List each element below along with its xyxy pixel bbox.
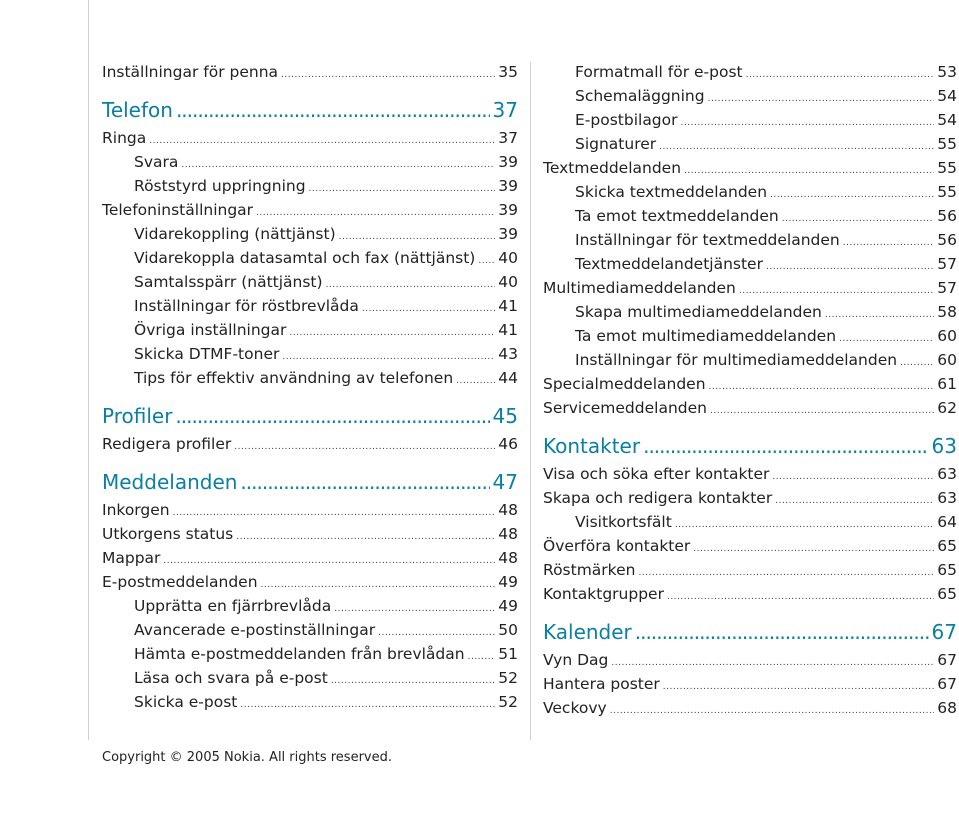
toc-page-number: 35 xyxy=(498,63,518,81)
toc-entry-title: Kontakter xyxy=(543,434,641,458)
toc-entry[interactable] xyxy=(102,432,518,456)
toc-entry-title: Inställningar för textmeddelanden xyxy=(575,231,840,249)
toc-entry-title: Skicka e-post xyxy=(134,693,238,711)
dot-leader xyxy=(667,585,934,609)
toc-entry-title: Kalender xyxy=(543,620,632,644)
toc-entry[interactable] xyxy=(543,324,957,348)
toc-entry-title: Textmeddelandetjänster xyxy=(575,255,763,273)
toc-entry[interactable] xyxy=(102,318,518,342)
toc-entry[interactable] xyxy=(102,246,518,270)
toc-entry-title: Formatmall för e-post xyxy=(575,63,743,81)
toc-page-number: 49 xyxy=(498,597,518,615)
toc-chapter-heading[interactable] xyxy=(543,428,957,462)
dot-leader xyxy=(610,699,935,723)
toc-page-number: 37 xyxy=(492,98,518,122)
toc-entry-title: Övriga inställningar xyxy=(134,321,287,339)
toc-entry[interactable] xyxy=(543,228,957,252)
toc-entry-title: Vidarekoppla datasamtal och fax (nättjänst) xyxy=(134,249,476,267)
toc-entry-title: Telefoninställningar xyxy=(102,201,254,219)
toc-entry-title: Skicka DTMF-toner xyxy=(134,345,280,363)
toc-entry-title: Skapa och redigera kontakter xyxy=(543,489,773,507)
toc-page-number: 54 xyxy=(937,111,957,129)
toc-entry[interactable] xyxy=(102,498,518,522)
toc-entry[interactable] xyxy=(543,648,957,672)
toc-chapter-heading[interactable] xyxy=(102,464,518,498)
toc-entry-title: Specialmeddelanden xyxy=(543,375,706,393)
toc-entry[interactable] xyxy=(543,582,957,606)
toc-page-number: 63 xyxy=(931,434,957,458)
toc-page-number: 39 xyxy=(498,153,518,171)
toc-entry-title: Visa och söka efter kontakter xyxy=(543,465,770,483)
toc-entry[interactable] xyxy=(543,252,957,276)
toc-entry-title: Signaturer xyxy=(575,135,657,153)
toc-page-number: 63 xyxy=(937,489,957,507)
toc-entry[interactable] xyxy=(102,522,518,546)
dot-leader xyxy=(234,435,495,459)
toc-entry[interactable] xyxy=(102,366,518,390)
toc-page-number: 58 xyxy=(937,303,957,321)
toc-page-number: 53 xyxy=(937,63,957,81)
toc-entry[interactable] xyxy=(543,156,957,180)
toc-entry[interactable] xyxy=(543,462,957,486)
toc-page-number: 46 xyxy=(498,435,518,453)
toc-page-number: 63 xyxy=(937,465,957,483)
toc-entry-title: Tips för effektiv användning av telefonen xyxy=(134,369,454,387)
dot-leader xyxy=(456,369,495,393)
toc-entry[interactable] xyxy=(102,198,518,222)
toc-entry[interactable] xyxy=(543,486,957,510)
toc-entry-title: Inställningar för multimediameddelanden xyxy=(575,351,898,369)
toc-entry[interactable] xyxy=(102,642,518,666)
toc-page-number: 54 xyxy=(937,87,957,105)
toc-page-number: 45 xyxy=(492,404,518,428)
toc-entry-title: Ta emot textmeddelanden xyxy=(575,207,779,225)
dot-leader xyxy=(635,615,929,649)
toc-entry[interactable] xyxy=(102,150,518,174)
toc-entry-title: Utkorgens status xyxy=(102,525,234,543)
column-divider-rule xyxy=(530,62,531,740)
toc-entry-title: Inställningar för röstbrevlåda xyxy=(134,297,359,315)
toc-right-column xyxy=(543,60,957,720)
toc-entry-title: Samtalsspärr (nättjänst) xyxy=(134,273,323,291)
toc-entry[interactable] xyxy=(102,174,518,198)
toc-entry-title: Röstmärken xyxy=(543,561,636,579)
toc-page-number: 52 xyxy=(498,693,518,711)
toc-entry-title: Ta emot multimediameddelanden xyxy=(575,327,837,345)
toc-page-number: 51 xyxy=(498,645,518,663)
toc-entry-title: Röststyrd uppringning xyxy=(134,177,306,195)
toc-entry[interactable] xyxy=(102,270,518,294)
toc-entry[interactable] xyxy=(543,372,957,396)
toc-page-number: 47 xyxy=(492,470,518,494)
toc-page-number: 61 xyxy=(937,375,957,393)
toc-entry[interactable] xyxy=(102,690,518,714)
toc-page-number: 68 xyxy=(937,699,957,717)
toc-page-number: 60 xyxy=(937,351,957,369)
toc-page-number: 67 xyxy=(937,651,957,669)
toc-entry[interactable] xyxy=(543,60,957,84)
toc-page-number: 65 xyxy=(937,561,957,579)
toc-left-column xyxy=(102,60,518,714)
toc-entry[interactable] xyxy=(543,348,957,372)
toc-page-number: 49 xyxy=(498,573,518,591)
toc-entry-title: Multimediameddelanden xyxy=(543,279,736,297)
dot-leader xyxy=(710,399,934,423)
toc-entry[interactable] xyxy=(543,204,957,228)
toc-entry[interactable] xyxy=(102,60,518,84)
toc-page-number: 48 xyxy=(498,525,518,543)
toc-entry[interactable] xyxy=(102,618,518,642)
toc-entry-title: Svara xyxy=(134,153,179,171)
toc-entry-title: Visitkortsfält xyxy=(575,513,672,531)
toc-entry[interactable] xyxy=(543,396,957,420)
toc-entry-title: Profiler xyxy=(102,404,173,428)
toc-entry-title: Meddelanden xyxy=(102,470,238,494)
toc-entry-title: Överföra kontakter xyxy=(543,537,691,555)
toc-entry-title: Veckovy xyxy=(543,699,607,717)
toc-entry-title: Inkorgen xyxy=(102,501,170,519)
toc-page-number: 60 xyxy=(937,327,957,345)
toc-entry[interactable] xyxy=(102,294,518,318)
toc-entry[interactable] xyxy=(102,222,518,246)
toc-entry[interactable] xyxy=(543,276,957,300)
toc-entry-title: Servicemeddelanden xyxy=(543,399,707,417)
toc-entry[interactable] xyxy=(102,546,518,570)
toc-page-number: 41 xyxy=(498,297,518,315)
toc-page-number: 65 xyxy=(937,537,957,555)
toc-page-number: 50 xyxy=(498,621,518,639)
toc-entry-title: Skapa multimediameddelanden xyxy=(575,303,822,321)
toc-entry-title: Läsa och svara på e-post xyxy=(134,669,328,687)
toc-page-number: 57 xyxy=(937,279,957,297)
toc-entry-title: Mappar xyxy=(102,549,161,567)
toc-page-number: 48 xyxy=(498,501,518,519)
dot-leader xyxy=(281,63,495,87)
toc-entry[interactable] xyxy=(543,108,957,132)
toc-entry[interactable] xyxy=(543,180,957,204)
dot-leader xyxy=(240,465,489,499)
dot-leader xyxy=(175,399,489,433)
copyright-notice: Copyright © 2005 Nokia. All rights reserved. xyxy=(102,750,392,765)
toc-entry-title: Hantera poster xyxy=(543,675,660,693)
toc-page-number: 55 xyxy=(937,159,957,177)
toc-entry[interactable] xyxy=(543,534,957,558)
toc-page-number: 67 xyxy=(937,675,957,693)
toc-entry-title: Kontaktgrupper xyxy=(543,585,664,603)
toc-page-number: 40 xyxy=(498,249,518,267)
toc-page-number: 41 xyxy=(498,321,518,339)
toc-page-number: 39 xyxy=(498,225,518,243)
toc-entry[interactable] xyxy=(543,132,957,156)
toc-page-number: 39 xyxy=(498,177,518,195)
toc-entry-title: Skicka textmeddelanden xyxy=(575,183,768,201)
toc-entry-title: Ringa xyxy=(102,129,147,147)
toc-chapter-heading[interactable] xyxy=(102,92,518,126)
toc-page-number: 57 xyxy=(937,255,957,273)
toc-entry-title: Vidarekoppling (nättjänst) xyxy=(134,225,336,243)
toc-entry[interactable] xyxy=(543,510,957,534)
toc-entry-title: Schemaläggning xyxy=(575,87,705,105)
toc-entry[interactable] xyxy=(102,126,518,150)
toc-entry-title: Redigera profiler xyxy=(102,435,232,453)
toc-page-number: 67 xyxy=(931,620,957,644)
dot-leader xyxy=(240,693,495,717)
toc-page-number: 56 xyxy=(937,231,957,249)
toc-entry[interactable] xyxy=(102,594,518,618)
toc-entry-title: Hämta e-postmeddelanden från brevlådan xyxy=(134,645,465,663)
dot-leader xyxy=(643,429,928,463)
toc-entry-title: Vyn Dag xyxy=(543,651,609,669)
toc-entry[interactable] xyxy=(102,570,518,594)
toc-page-number: 39 xyxy=(498,201,518,219)
toc-page-number: 56 xyxy=(937,207,957,225)
toc-page-number: 44 xyxy=(498,369,518,387)
toc-page-number: 43 xyxy=(498,345,518,363)
toc-page-number: 37 xyxy=(498,129,518,147)
toc-page-number: 62 xyxy=(937,399,957,417)
toc-page-number: 64 xyxy=(937,513,957,531)
toc-page-number: 52 xyxy=(498,669,518,687)
toc-entry[interactable] xyxy=(543,300,957,324)
toc-chapter-heading[interactable] xyxy=(102,398,518,432)
toc-entry-title: Inställningar för penna xyxy=(102,63,279,81)
toc-entry-title: E-postbilagor xyxy=(575,111,678,129)
toc-entry[interactable] xyxy=(102,666,518,690)
toc-page-number: 55 xyxy=(937,183,957,201)
toc-entry[interactable] xyxy=(543,696,957,720)
toc-entry-title: E-postmeddelanden xyxy=(102,573,258,591)
toc-entry[interactable] xyxy=(102,342,518,366)
toc-page-number: 40 xyxy=(498,273,518,291)
toc-entry[interactable] xyxy=(543,672,957,696)
toc-entry[interactable] xyxy=(543,84,957,108)
toc-entry[interactable] xyxy=(543,558,957,582)
toc-entry-title: Textmeddelanden xyxy=(543,159,682,177)
toc-page-number: 65 xyxy=(937,585,957,603)
left-margin-rule xyxy=(88,0,89,740)
toc-entry-title: Avancerade e-postinställningar xyxy=(134,621,376,639)
toc-entry-title: Telefon xyxy=(102,98,173,122)
toc-page-number: 55 xyxy=(937,135,957,153)
dot-leader xyxy=(176,93,490,127)
toc-page-number: 48 xyxy=(498,549,518,567)
toc-chapter-heading[interactable] xyxy=(543,614,957,648)
toc-entry-title: Upprätta en fjärrbrevlåda xyxy=(134,597,332,615)
